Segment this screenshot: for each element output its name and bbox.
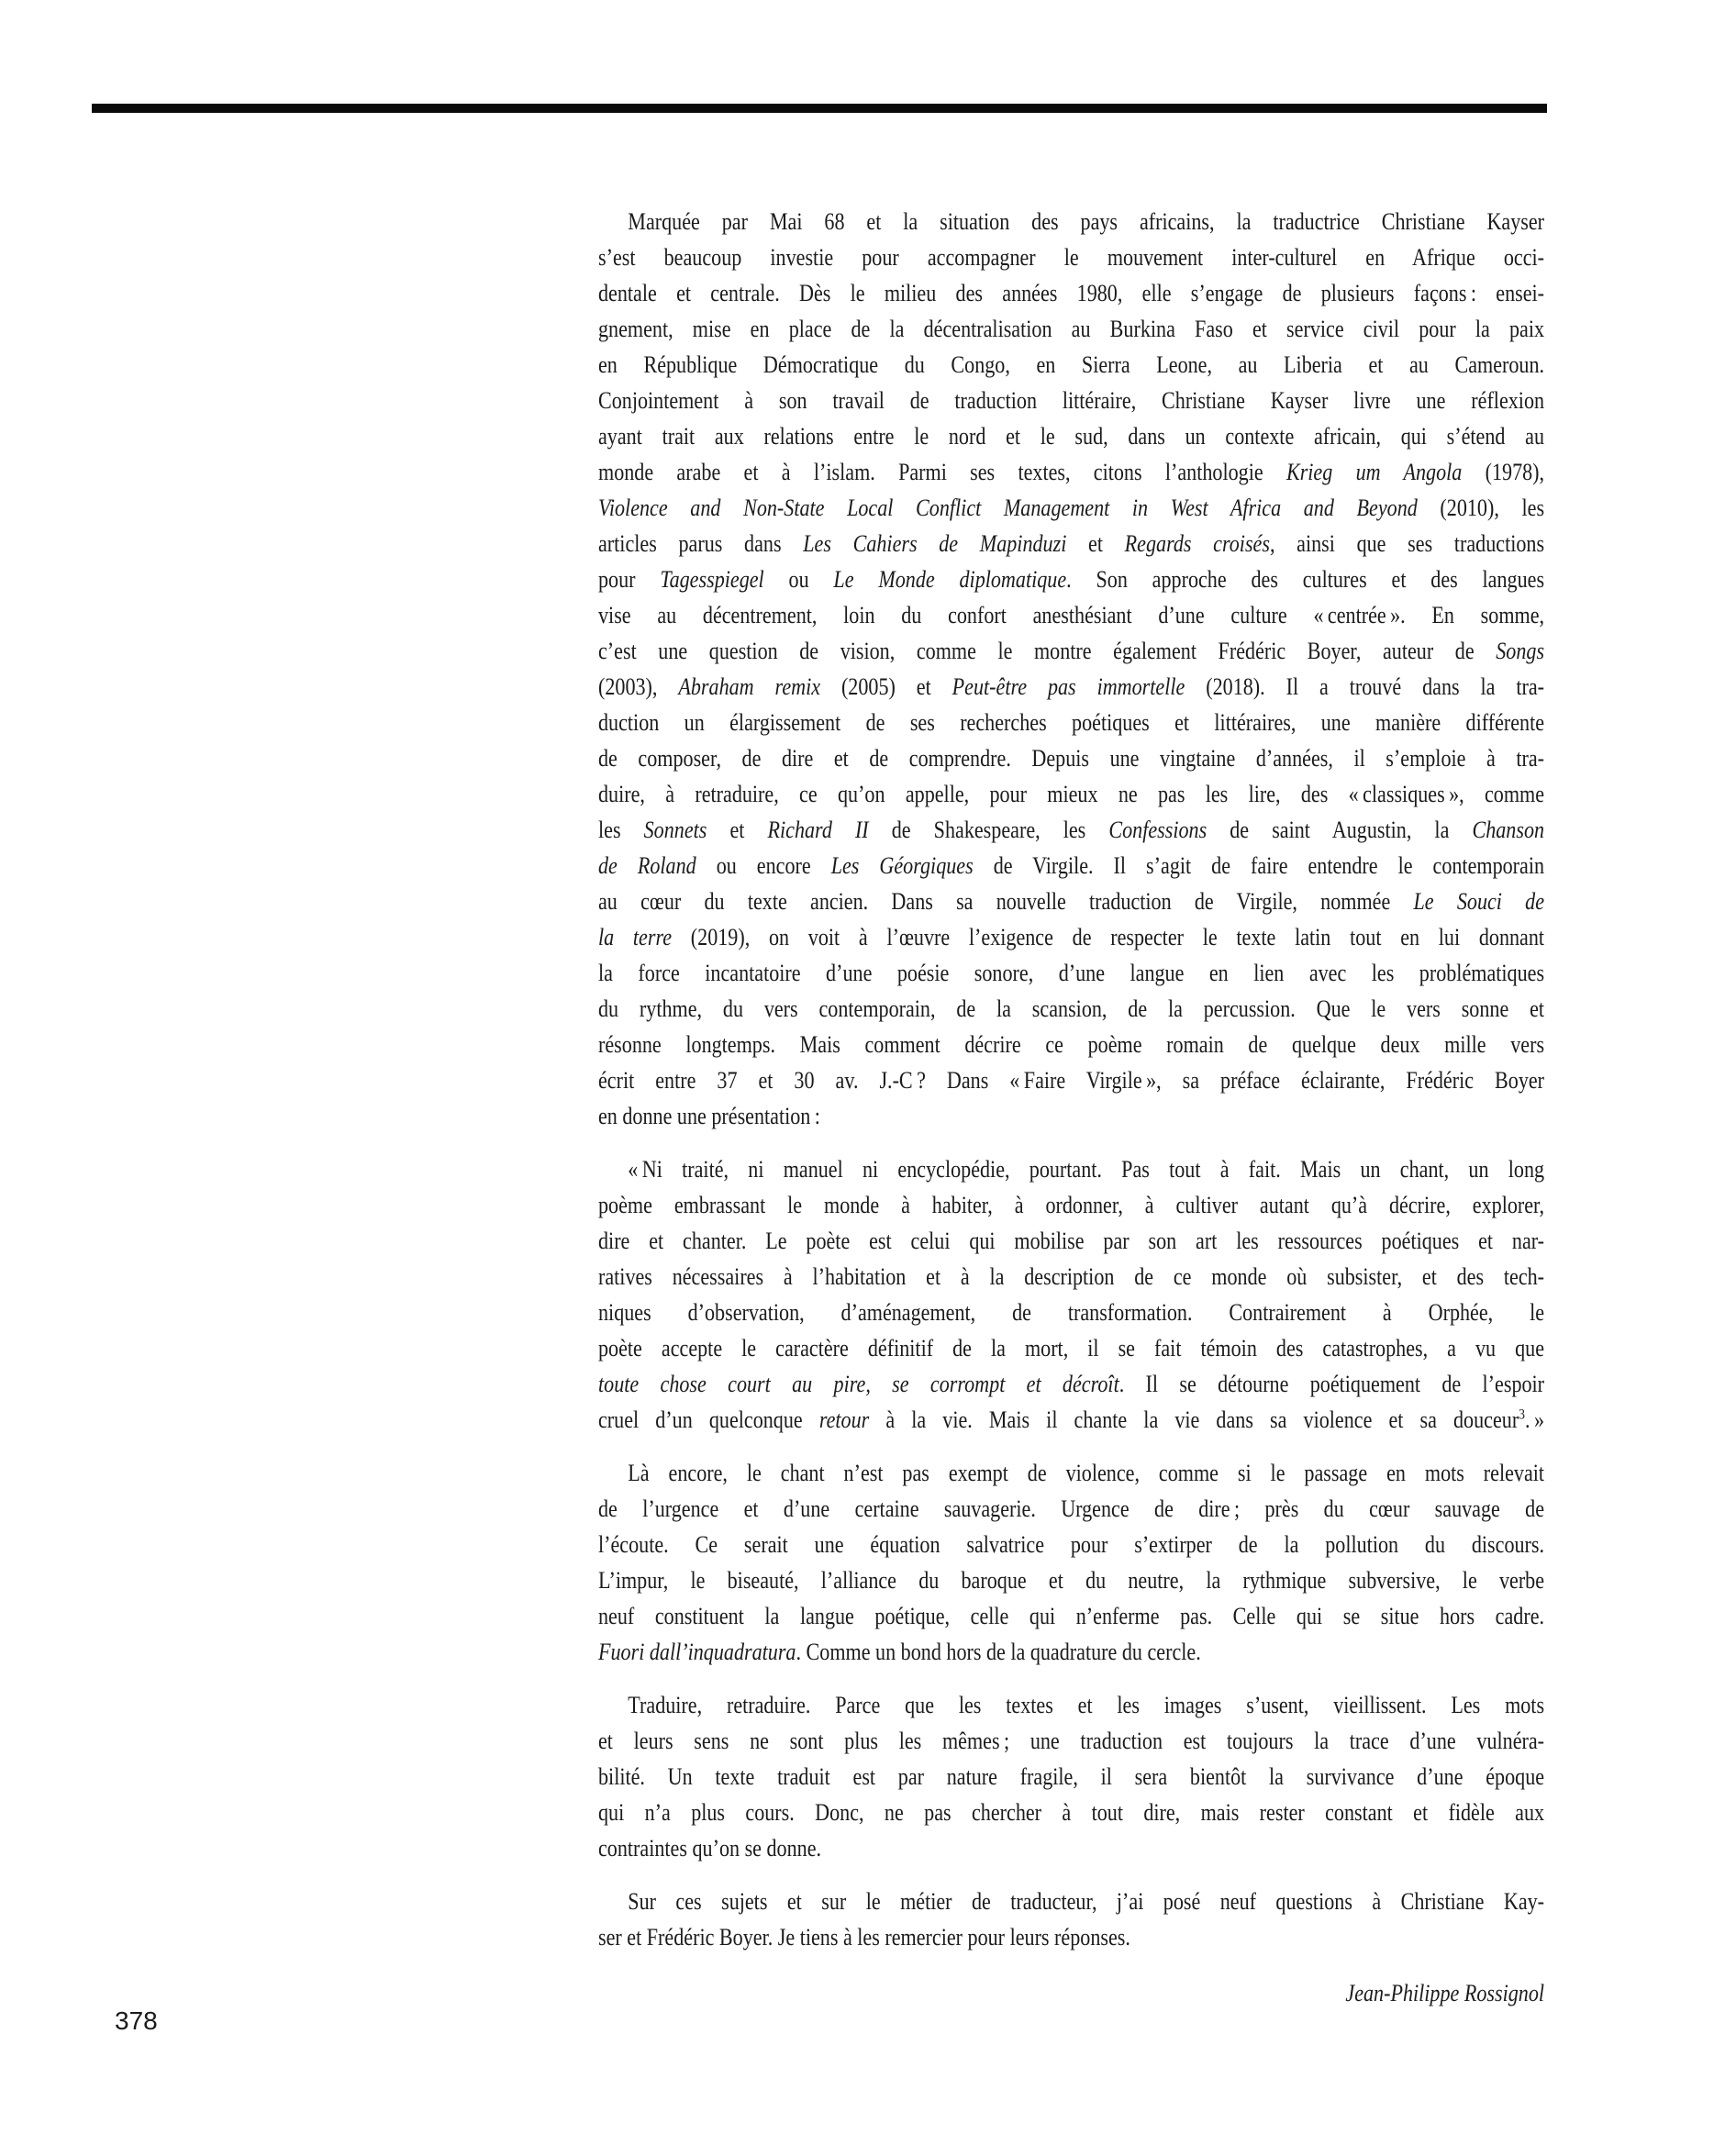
text-line: Violence and Non-State Local Conflict Management in West Africa and Beyond (2010), les	[598, 495, 1545, 521]
text-line: de Roland ou encore Les Géorgiques de Virgile. Il s’agit de faire entendre le contemporain	[598, 852, 1545, 879]
text-line: s’est beaucoup investie pour accompagner le mouvement inter-culturel en Afrique occi-	[598, 244, 1545, 271]
text-line: poète accepte le caractère définitif de la mort, il se fait témoin des catastrophes, a vu que	[598, 1335, 1545, 1361]
text-line: de l’urgence et d’une certaine sauvagerie. Urgence de dire ; près du cœur sauvage de	[598, 1495, 1545, 1522]
text-line: L’impur, le biseauté, l’alliance du baroque et du neutre, la rythmique subversive, le verbe	[598, 1567, 1545, 1594]
text-line: vise au décentrement, loin du confort anesthésiant d’une culture « centrée ». En somme,	[598, 602, 1545, 628]
text-line: (2003), Abraham remix (2005) et Peut-être pas immortelle (2018). Il a trouvé dans la tra-	[598, 673, 1545, 700]
text-line: Marquée par Mai 68 et la situation des pays africains, la traductrice Christiane Kayser	[628, 208, 1545, 235]
text-line: poème embrassant le monde à habiter, à ordonner, à cultiver autant qu’à décrire, explorer,	[598, 1192, 1545, 1218]
paragraph	[598, 1455, 1544, 1670]
text-line: Sur ces sujets et sur le métier de traducteur, j’ai posé neuf questions à Christiane Kay-	[628, 1888, 1545, 1915]
text-line: c’est une question de vision, comme le montre également Frédéric Boyer, auteur de Songs	[598, 638, 1545, 664]
page-number: 378	[115, 2006, 158, 2035]
body-text	[598, 204, 1544, 1973]
text-line: bilité. Un texte traduit est par nature fragile, il sera bientôt la survivance d’une époque	[598, 1763, 1545, 1790]
text-line: dire et chanter. Le poète est celui qui mobilise par son art les ressources poétiques et nar-	[598, 1228, 1545, 1254]
text-line: résonne longtemps. Mais comment décrire ce poème romain de quelque deux mille vers	[598, 1031, 1545, 1058]
text-line: articles parus dans Les Cahiers de Mapinduzi et Regards croisés, ainsi que ses traductions	[598, 530, 1545, 557]
paragraph	[598, 1884, 1544, 1955]
author-signature: Jean-Philippe Rossignol	[1345, 1980, 1545, 2006]
signature-block	[598, 1965, 1544, 2011]
paragraph	[598, 204, 1544, 1134]
text-line: toute chose court au pire, se corrompt et décroît. Il se détourne poétiquement de l’espoir	[598, 1371, 1545, 1397]
text-line: l’écoute. Ce serait une équation salvatrice pour s’extirper de la pollution du discours.	[598, 1531, 1545, 1558]
text-line: ayant trait aux relations entre le nord et le sud, dans un contexte africain, qui s’étend au	[598, 423, 1545, 450]
text-line: duction un élargissement de ses recherches poétiques et littéraires, une manière différente	[598, 709, 1545, 736]
top-rule	[92, 104, 1547, 113]
footnote-marker: 3	[1519, 1406, 1526, 1423]
text-line: dentale et centrale. Dès le milieu des années 1980, elle s’engage de plusieurs façons : ensei-	[598, 280, 1545, 306]
text-line: ratives nécessaires à l’habitation et à la description de ce monde où subsister, et des tech-	[598, 1263, 1545, 1290]
text-line: les Sonnets et Richard II de Shakespeare, les Confessions de saint Augustin, la Chanson	[598, 817, 1545, 843]
text-line: duire, à retraduire, ce qu’on appelle, pour mieux ne pas les lire, des « classiques », comme	[598, 781, 1545, 807]
text-line: Fuori dall’inquadratura. Comme un bond hors de la quadrature du cercle.	[598, 1639, 1201, 1665]
text-line: du rythme, du vers contemporain, de la scansion, de la percussion. Que le vers sonne et	[598, 995, 1545, 1022]
text-line: cruel d’un quelconque retour à la vie. Mais il chante la vie dans sa violence et sa douceur$^3$. »	[598, 1406, 1545, 1433]
text-line: au cœur du texte ancien. Dans sa nouvelle traduction de Virgile, nommée Le Souci de	[598, 888, 1545, 915]
text-line: pour Tagesspiegel ou Le Monde diplomatique. Son approche des cultures et des langues	[598, 566, 1545, 593]
text-line: niques d’observation, d’aménagement, de transformation. Contrairement à Orphée, le	[598, 1299, 1545, 1326]
text-line: Là encore, le chant n’est pas exempt de violence, comme si le passage en mots relevait	[628, 1460, 1545, 1486]
text-line: monde arabe et à l’islam. Parmi ses textes, citons l’anthologie Krieg um Angola (1978),	[598, 459, 1545, 485]
text-line: ser et Frédéric Boyer. Je tiens à les remercier pour leurs réponses.	[598, 1924, 1130, 1950]
text-line: contraintes qu’on se donne.	[598, 1835, 822, 1861]
quote-paragraph	[598, 1151, 1544, 1438]
text-line: la terre (2019), on voit à l’œuvre l’exigence de respecter le texte latin tout en lui donnant	[598, 924, 1545, 950]
text-line: qui n’a plus cours. Donc, ne pas chercher à tout dire, mais rester constant et fidèle aux	[598, 1799, 1545, 1826]
text-line: de composer, de dire et de comprendre. Depuis une vingtaine d’années, il s’emploie à tra-	[598, 745, 1545, 772]
paragraph	[598, 1687, 1544, 1866]
text-line: en République Démocratique du Congo, en Sierra Leone, au Liberia et au Cameroun.	[598, 351, 1545, 378]
text-line: et leurs sens ne sont plus les mêmes ; une traduction est toujours la trace d’une vulnéra-	[598, 1728, 1545, 1754]
text-line: écrit entre 37 et 30 av. J.-C ? Dans « Faire Virgile », sa préface éclairante, Frédéric Boyer	[598, 1067, 1545, 1094]
text-line: neuf constituent la langue poétique, celle qui n’enferme pas. Celle qui se situe hors cadre.	[598, 1603, 1545, 1629]
text-line: la force incantatoire d’une poésie sonore, d’une langue en lien avec les problématiques	[598, 960, 1545, 986]
text-line: « Ni traité, ni manuel ni encyclopédie, pourtant. Pas tout à fait. Mais un chant, un long	[628, 1156, 1545, 1183]
text-line: gnement, mise en place de la décentralisation au Burkina Faso et service civil pour la paix	[598, 316, 1545, 342]
text-line: Traduire, retraduire. Parce que les textes et les images s’usent, vieillissent. Les mots	[628, 1692, 1545, 1718]
text-line: Conjointement à son travail de traduction littéraire, Christiane Kayser livre une réflexion	[598, 387, 1545, 414]
text-line: en donne une présentation :	[598, 1103, 820, 1129]
